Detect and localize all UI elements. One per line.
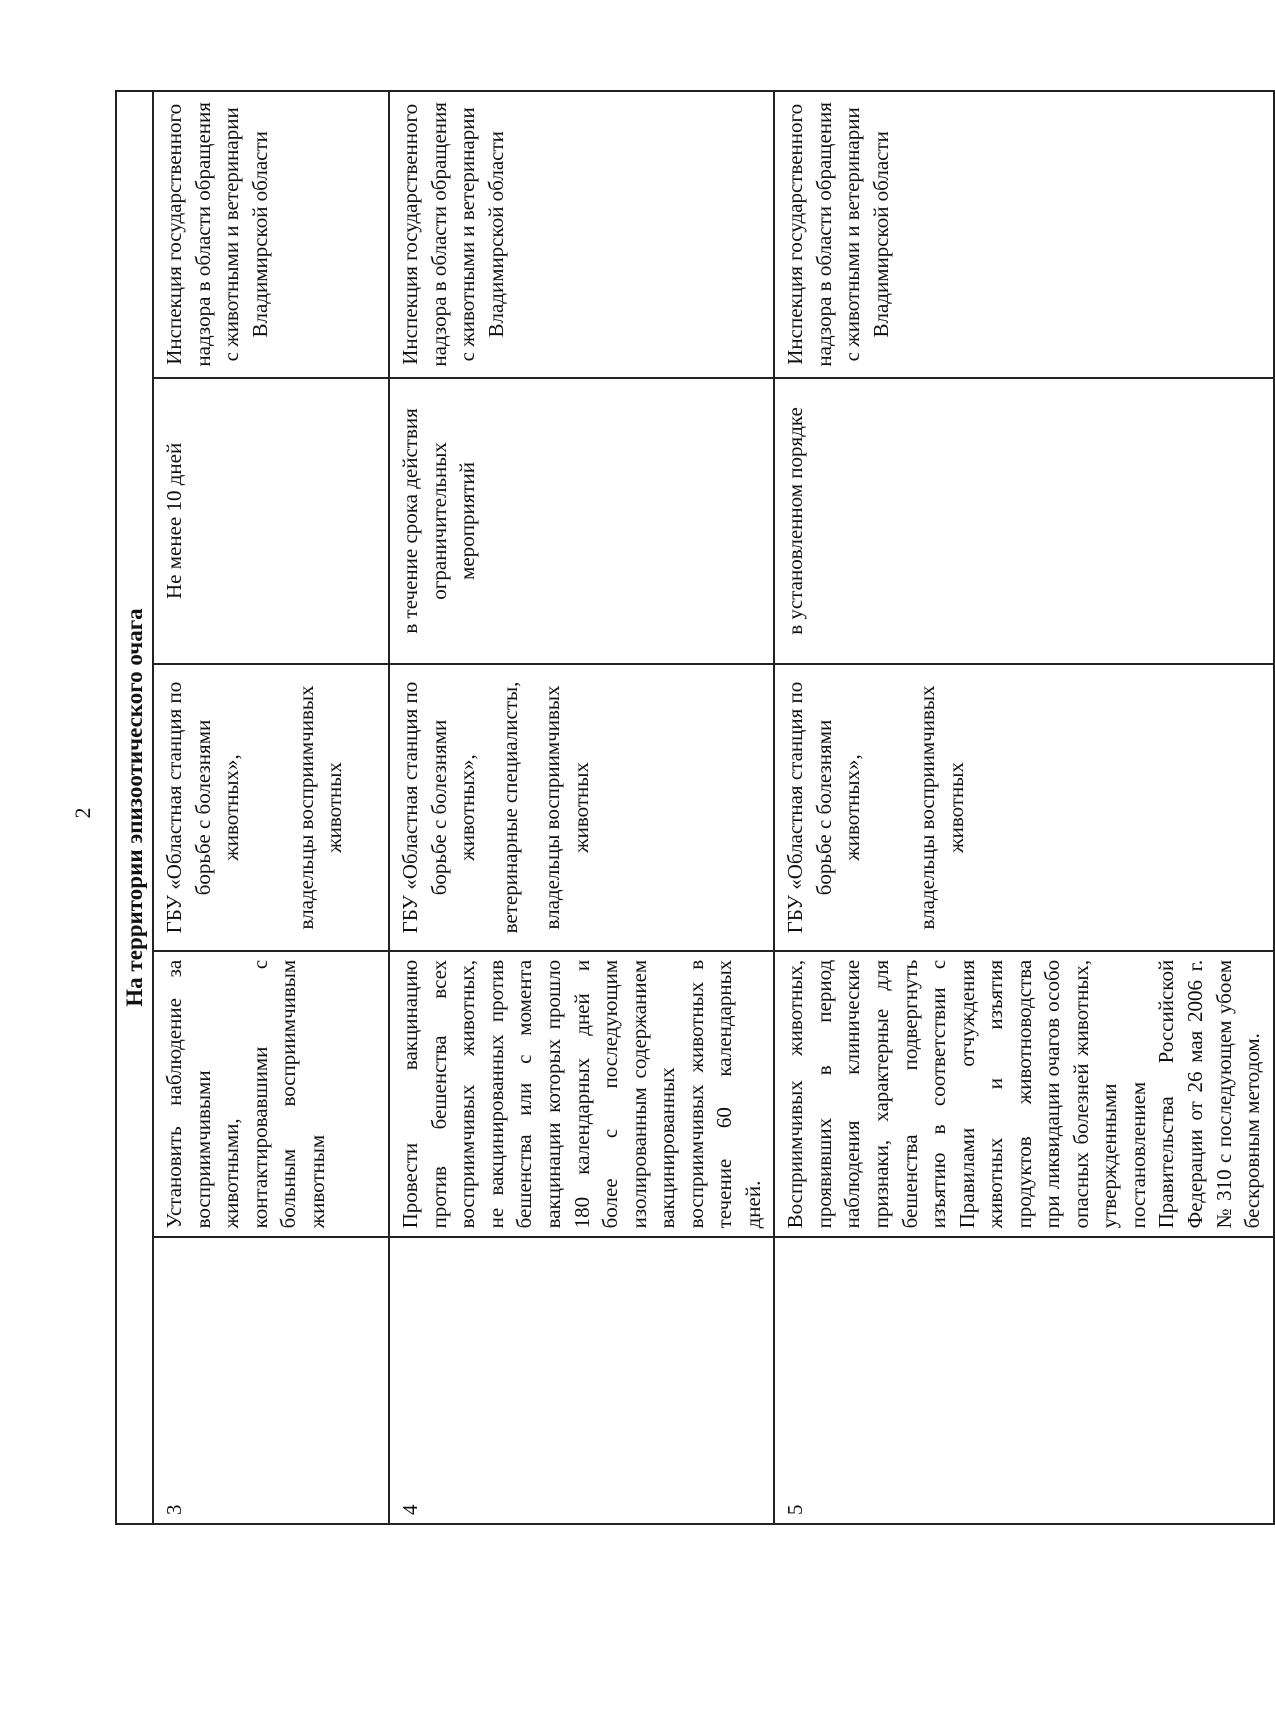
- row-number: 4: [389, 1237, 774, 1524]
- responsible-cell: Инспекция государственного надзора в области обращения с животными и ветеринарии Владимирской области: [774, 91, 1273, 378]
- term-cell: Не менее 10 дней: [153, 378, 389, 665]
- term-cell: в установленном порядке: [774, 378, 1273, 665]
- executor-owners: владельцы восприимчивых животных: [293, 685, 347, 930]
- rotated-table-frame: [115, 90, 1265, 1525]
- responsible-cell: Инспекция государственного надзора в области обращения с животными и ветеринарии Владимирской области: [389, 91, 774, 378]
- executors-cell: [774, 664, 1273, 951]
- executor-specialists: [867, 673, 913, 942]
- section-title: На территории эпизоотического очага: [116, 91, 153, 1524]
- executor-owners: владельцы восприимчивых животных: [915, 685, 968, 930]
- measure-description: Восприимчивых животных, проявивших в период наблюдения клинические признаки, характерные для бешенства подвергнуть изъятию в соответствии с Правилами отчуждения животных и изъятия продуктов животноводства при ликвидации очагов особо опасных болезней животных, утвержденными постановлением Правительства Российской Федерации от 26 мая 2006 г. № 310 с последующем убоем бескровным методом.: [774, 951, 1273, 1238]
- measure-description: Провести вакцинацию против бешенства всех восприимчивых животных, не вакцинированных против бешенства или с момента вакцинации которых прошло 180 календарных дней и более с последующим изолированным содержанием вакцинированных восприимчивых животных в течение 60 календарных дней.: [389, 951, 774, 1238]
- term-cell: в течение срока действия ограничительных мероприятий: [389, 378, 774, 665]
- row-number: 5: [774, 1237, 1273, 1524]
- rotated-page-content: [115, 90, 1265, 1525]
- executors-cell: [389, 664, 774, 951]
- executors-cell: [153, 664, 389, 951]
- executor-specialists: [246, 673, 292, 942]
- executor-owners: владельцы восприимчивых животных: [540, 685, 593, 930]
- table-row: [774, 91, 1273, 1524]
- table-row: [389, 91, 774, 1524]
- executor-station: ГБУ «Областная станция по борьбе с болезнями животных»,: [783, 681, 865, 934]
- page-number: 2: [70, 807, 95, 819]
- row-number: 3: [153, 1237, 389, 1524]
- executor-station: ГБУ «Областная станция по борьбе с болезнями животных»,: [162, 681, 244, 934]
- measures-table: [115, 90, 1275, 1525]
- executor-station: ГБУ «Областная станция по борьбе с болезнями животных»,: [398, 681, 480, 934]
- executor-specialists: ветеринарные специалисты,: [497, 681, 522, 934]
- table-row: [153, 91, 389, 1524]
- section-header-row: [116, 91, 153, 1524]
- responsible-cell: Инспекция государственного надзора в области обращения с животными и ветеринарии Владимирской области: [153, 91, 389, 378]
- measure-description: Установить наблюдение за восприимчивыми животными, контактировавшими с больным восприимчивым животным: [153, 951, 389, 1238]
